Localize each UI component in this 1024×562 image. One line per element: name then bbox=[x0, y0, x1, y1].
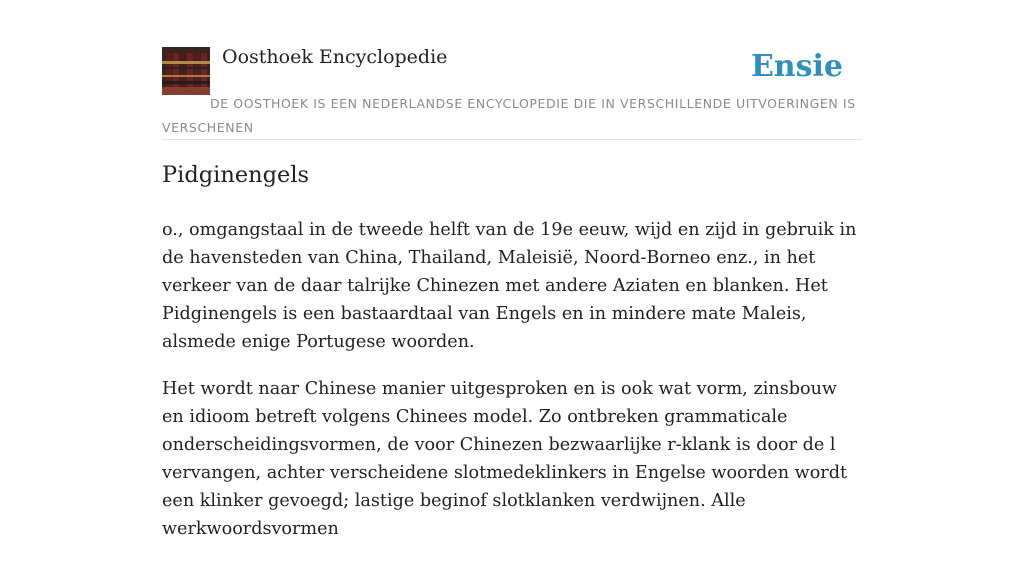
content-container bbox=[162, 0, 862, 539]
brand-logo[interactable]: Ensie bbox=[750, 49, 843, 84]
article-paragraph: Het wordt naar Chinese manier uitgesproken en is ook wat vorm, zinsbouw en idioom betreft volgens Chinees model. Zo ontbreken grammaticale onderscheidingsvormen, de voor Chinezen bezwaarlijke r-klank is door de l vervangen, achter verscheidene slotmedeklinkers in Engelse woorden wordt een klinker gevoegd; lastige beginof slotklanken verdwijnen. Alle werkwoordsvormen bbox=[162, 379, 848, 539]
encyclopedia-books-icon bbox=[162, 47, 210, 95]
site-header bbox=[162, 0, 862, 140]
site-title[interactable]: Oosthoek Encyclopedie bbox=[222, 46, 448, 68]
site-tagline: DE OOSTHOEK IS EEN NEDERLANDSE ENCYCLOPEDIE DIE IN VERSCHILLENDE UITVOERINGEN IS VERSCHENEN bbox=[162, 96, 856, 135]
article-body bbox=[162, 216, 862, 562]
article-title: Pidginengels bbox=[162, 162, 310, 188]
avatar[interactable] bbox=[162, 47, 210, 95]
article-paragraph: o., omgangstaal in de tweede helft van de 19e eeuw, wijd en zijd in gebruik in de havensteden van China, Thailand, Maleisië, Noord-Borneo enz., in het verkeer van de daar talrijke Chinezen met andere Aziaten en blanken. Het Pidginengels is een bastaardtaal van Engels en in mindere mate Maleis, alsmede enige Portugese woorden. bbox=[162, 220, 857, 352]
